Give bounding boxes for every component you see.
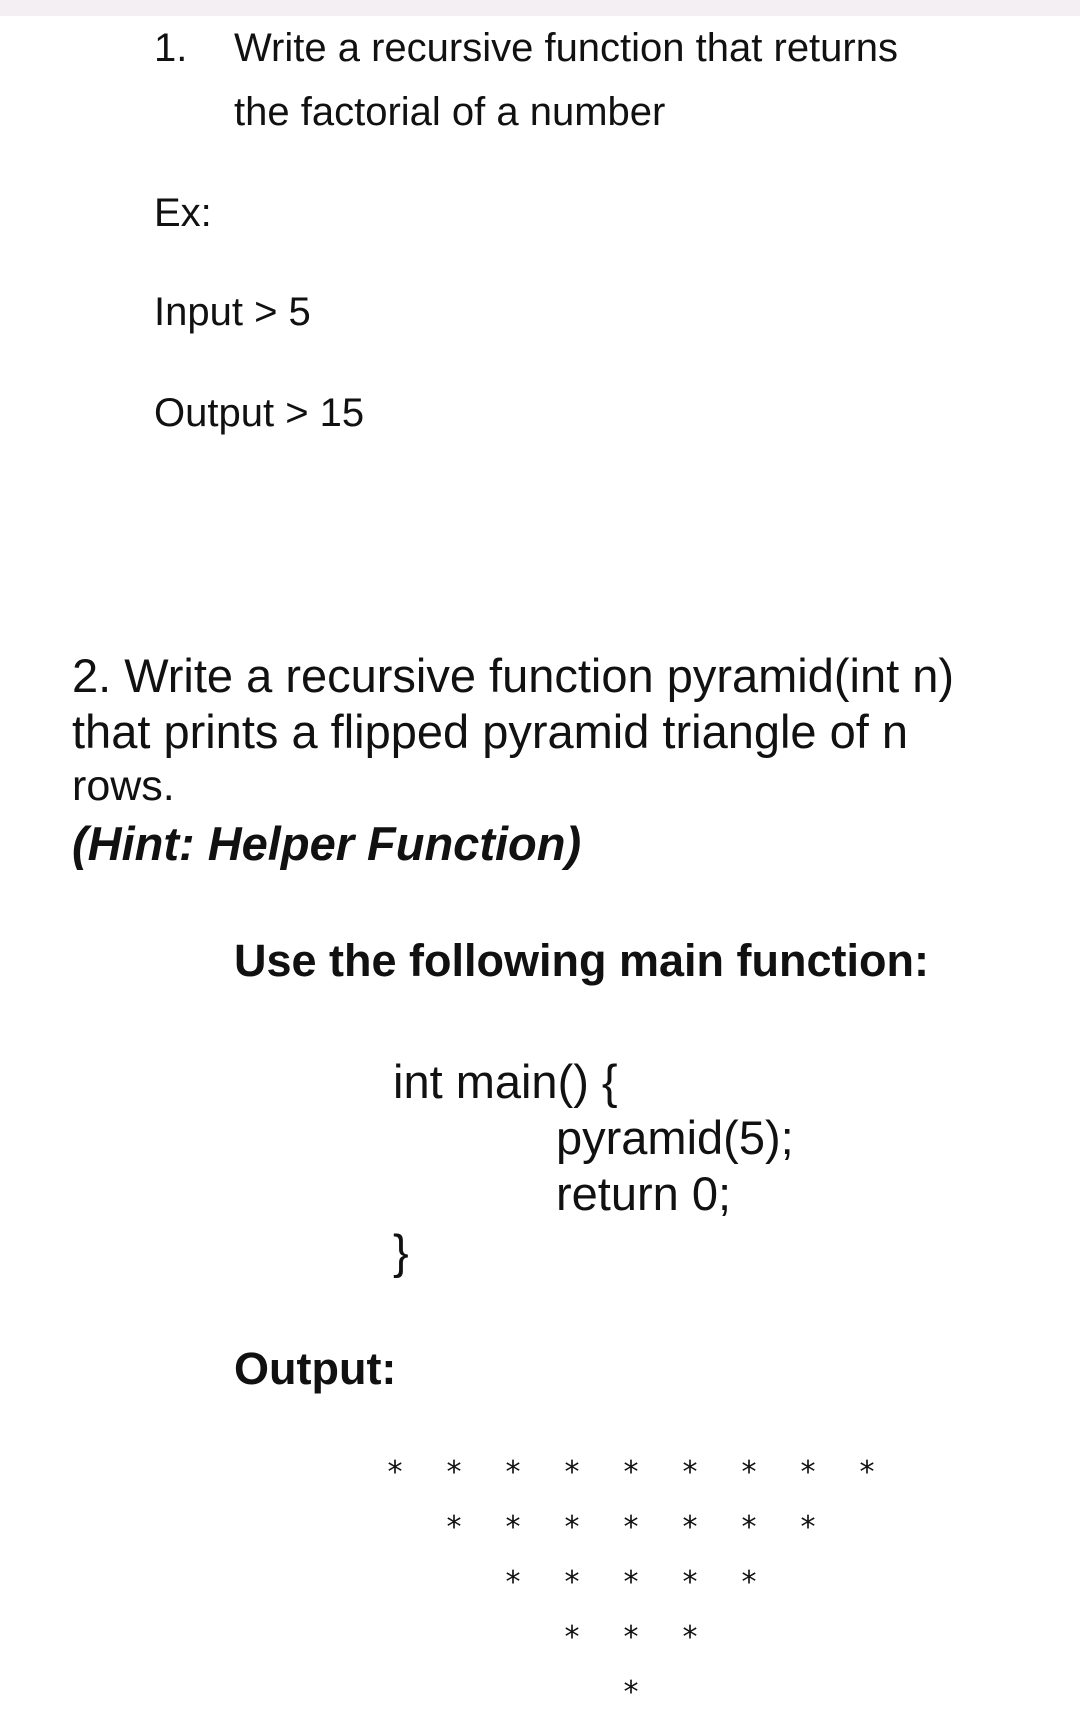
- example-label: Ex:: [154, 191, 212, 235]
- problem-1-number: 1.: [154, 26, 188, 70]
- pyramid-star: *: [741, 1510, 757, 1545]
- problem-1-text-line-1: Write a recursive function that returns: [234, 26, 898, 70]
- pyramid-star: *: [446, 1510, 462, 1545]
- pyramid-star: *: [682, 1510, 698, 1545]
- example-input: Input > 5: [154, 290, 311, 334]
- pyramid-star: *: [387, 1455, 403, 1490]
- pyramid-star: *: [505, 1455, 521, 1490]
- pyramid-star: *: [800, 1455, 816, 1490]
- pyramid-star: *: [682, 1565, 698, 1600]
- pyramid-star: *: [623, 1455, 639, 1490]
- problem-2-text-line-1: 2. Write a recursive function pyramid(int n): [72, 649, 955, 702]
- pyramid-star: *: [564, 1510, 580, 1545]
- pyramid-star: *: [682, 1620, 698, 1655]
- code-line-2: pyramid(5);: [556, 1111, 794, 1164]
- hint-text: (Hint: Helper Function): [72, 817, 582, 870]
- code-line-3: return 0;: [556, 1167, 732, 1220]
- pyramid-star: *: [623, 1565, 639, 1600]
- pyramid-star: *: [800, 1510, 816, 1545]
- pyramid-star: *: [623, 1620, 639, 1655]
- pyramid-star: *: [623, 1675, 639, 1710]
- pyramid-star: *: [682, 1455, 698, 1490]
- main-function-instruction: Use the following main function:: [234, 935, 929, 986]
- output-label: Output:: [234, 1343, 397, 1394]
- pyramid-star: *: [741, 1565, 757, 1600]
- pyramid-star: *: [859, 1455, 875, 1490]
- problem-2-text-line-3: rows.: [72, 762, 175, 810]
- pyramid-star: *: [446, 1455, 462, 1490]
- pyramid-star: *: [564, 1565, 580, 1600]
- pyramid-star: *: [623, 1510, 639, 1545]
- pyramid-star: *: [741, 1455, 757, 1490]
- code-line-1: int main() {: [393, 1055, 618, 1108]
- pyramid-star: *: [564, 1455, 580, 1490]
- pyramid-star: *: [564, 1620, 580, 1655]
- problem-2-text-line-2: that prints a flipped pyramid triangle of n: [72, 705, 909, 758]
- problem-1-text-line-2: the factorial of a number: [234, 90, 666, 134]
- pyramid-star: *: [505, 1565, 521, 1600]
- example-output: Output > 15: [154, 391, 365, 435]
- pyramid-star: *: [505, 1510, 521, 1545]
- code-line-4: }: [393, 1225, 409, 1278]
